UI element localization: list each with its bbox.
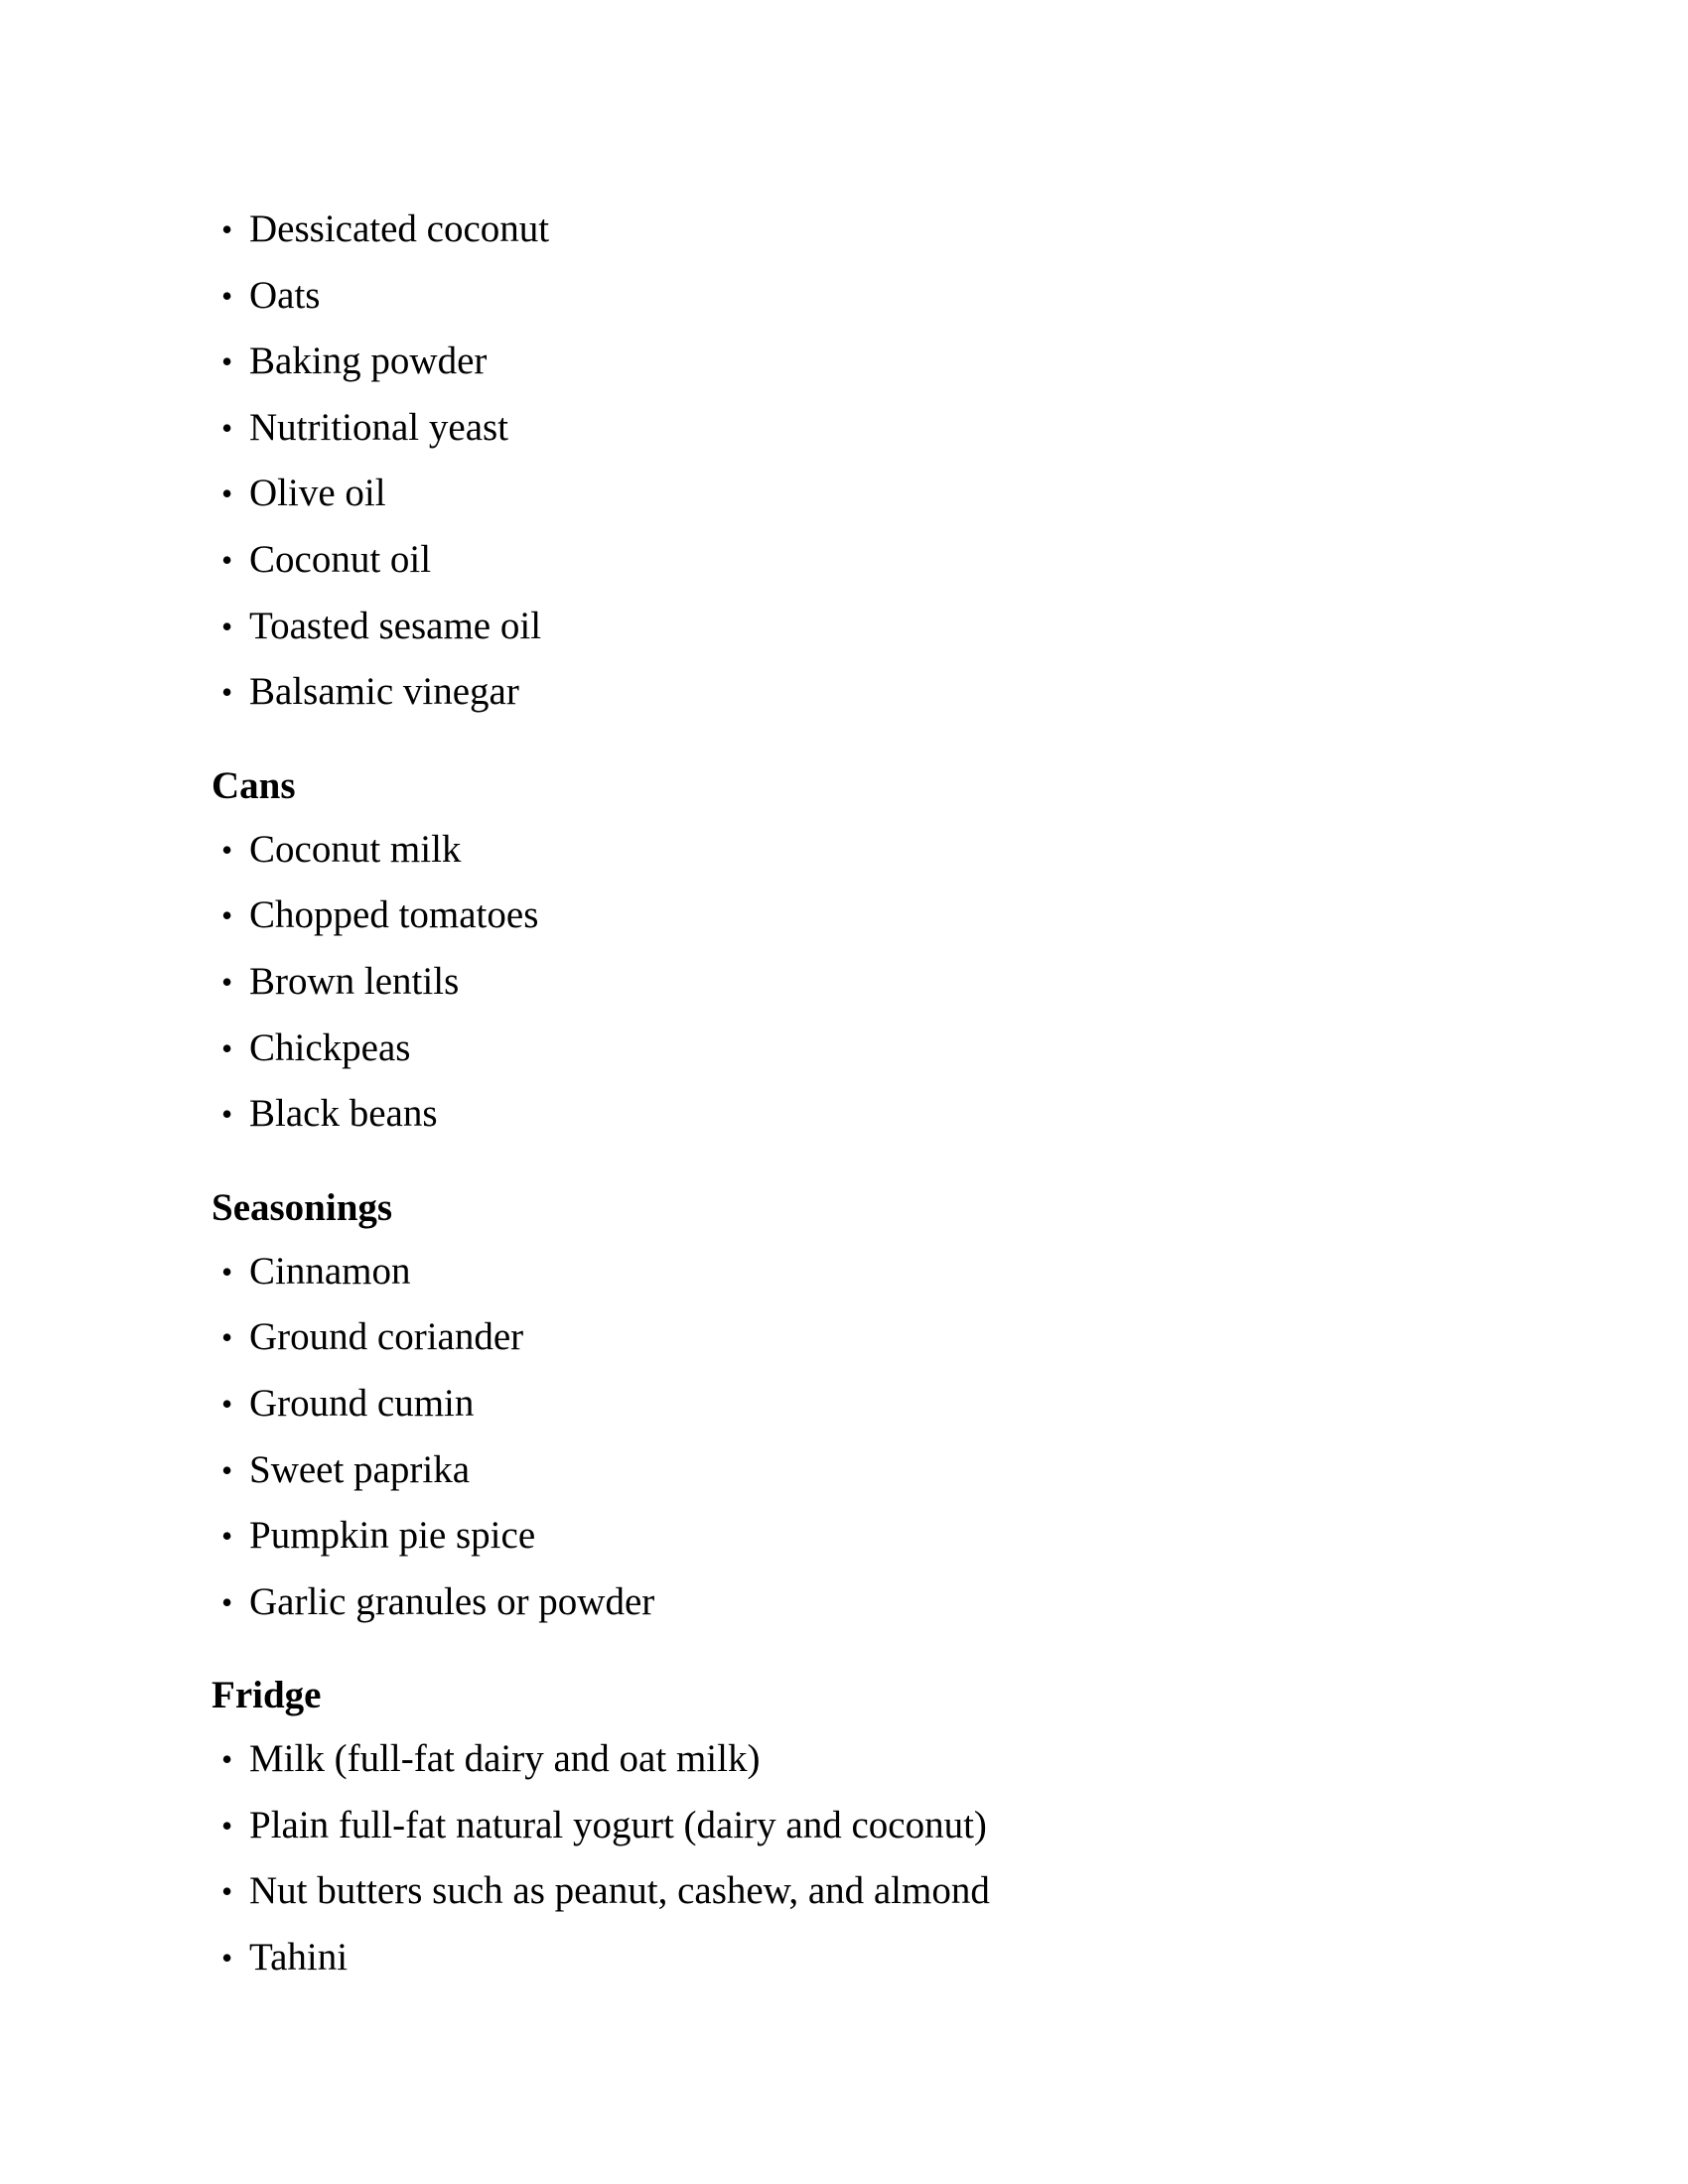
list-item: • Pumpkin pie spice [211, 1503, 1502, 1570]
bullet-icon: • [221, 343, 233, 380]
list-item: • Cinnamon [211, 1239, 1502, 1305]
list-item: • Dessicated coconut [211, 197, 1502, 263]
bullet-icon: • [221, 1807, 233, 1843]
list-item: • Coconut milk [211, 817, 1502, 884]
list-item: • Chopped tomatoes [211, 883, 1502, 949]
top-list [211, 197, 1502, 726]
bullet-icon: • [221, 409, 233, 446]
section-cans [211, 755, 1502, 1148]
list-item: • Milk (full-fat dairy and oat milk) [211, 1726, 1502, 1793]
list-item: • Baking powder [211, 329, 1502, 395]
list-item: • Tahini [211, 1925, 1502, 1991]
bullet-icon: • [221, 1583, 233, 1620]
bullet-icon: • [221, 1940, 233, 1977]
list-item: • Coconut oil [211, 527, 1502, 594]
list-item: • Nutritional yeast [211, 395, 1502, 462]
bullet-icon: • [221, 476, 233, 512]
list-item: • Nut butters such as peanut, cashew, and almond [211, 1858, 1502, 1925]
bullet-icon: • [221, 608, 233, 644]
bullet-icon: • [221, 1029, 233, 1066]
bullet-icon: • [221, 674, 233, 711]
section-heading: Fridge [211, 1674, 322, 1717]
bullet-icon: • [221, 211, 233, 247]
list-item: • Toasted sesame oil [211, 594, 1502, 660]
bullet-icon: • [221, 1873, 233, 1910]
list-item: • Olive oil [211, 461, 1502, 527]
bullet-icon: • [221, 1096, 233, 1133]
bullet-icon: • [221, 277, 233, 314]
bullet-icon: • [221, 963, 233, 1000]
list-item: • Plain full-fat natural yogurt (dairy and coconut) [211, 1793, 1502, 1859]
list-item: • Ground cumin [211, 1371, 1502, 1437]
bullet-icon: • [221, 1451, 233, 1488]
bullet-icon: • [221, 897, 233, 934]
list-item: • Brown lentils [211, 949, 1502, 1016]
bullet-icon: • [221, 1319, 233, 1356]
list-item: • Oats [211, 263, 1502, 330]
list-item: • Balsamic vinegar [211, 659, 1502, 726]
bullet-icon: • [221, 1253, 233, 1290]
list-item: • Chickpeas [211, 1016, 1502, 1082]
section-heading: Seasonings [211, 1185, 393, 1229]
list-item: • Sweet paprika [211, 1437, 1502, 1504]
bullet-icon: • [221, 541, 233, 578]
bullet-icon: • [221, 831, 233, 868]
bullet-icon: • [221, 1385, 233, 1422]
list-item: • Black beans [211, 1081, 1502, 1148]
pantry-list [211, 197, 1502, 1991]
section-seasonings [211, 1177, 1502, 1636]
section-heading: Cans [211, 763, 296, 807]
list-item: • Garlic granules or powder [211, 1570, 1502, 1636]
bullet-icon: • [221, 1518, 233, 1555]
section-fridge [211, 1665, 1502, 1990]
bullet-icon: • [221, 1741, 233, 1778]
list-item: • Ground coriander [211, 1304, 1502, 1371]
